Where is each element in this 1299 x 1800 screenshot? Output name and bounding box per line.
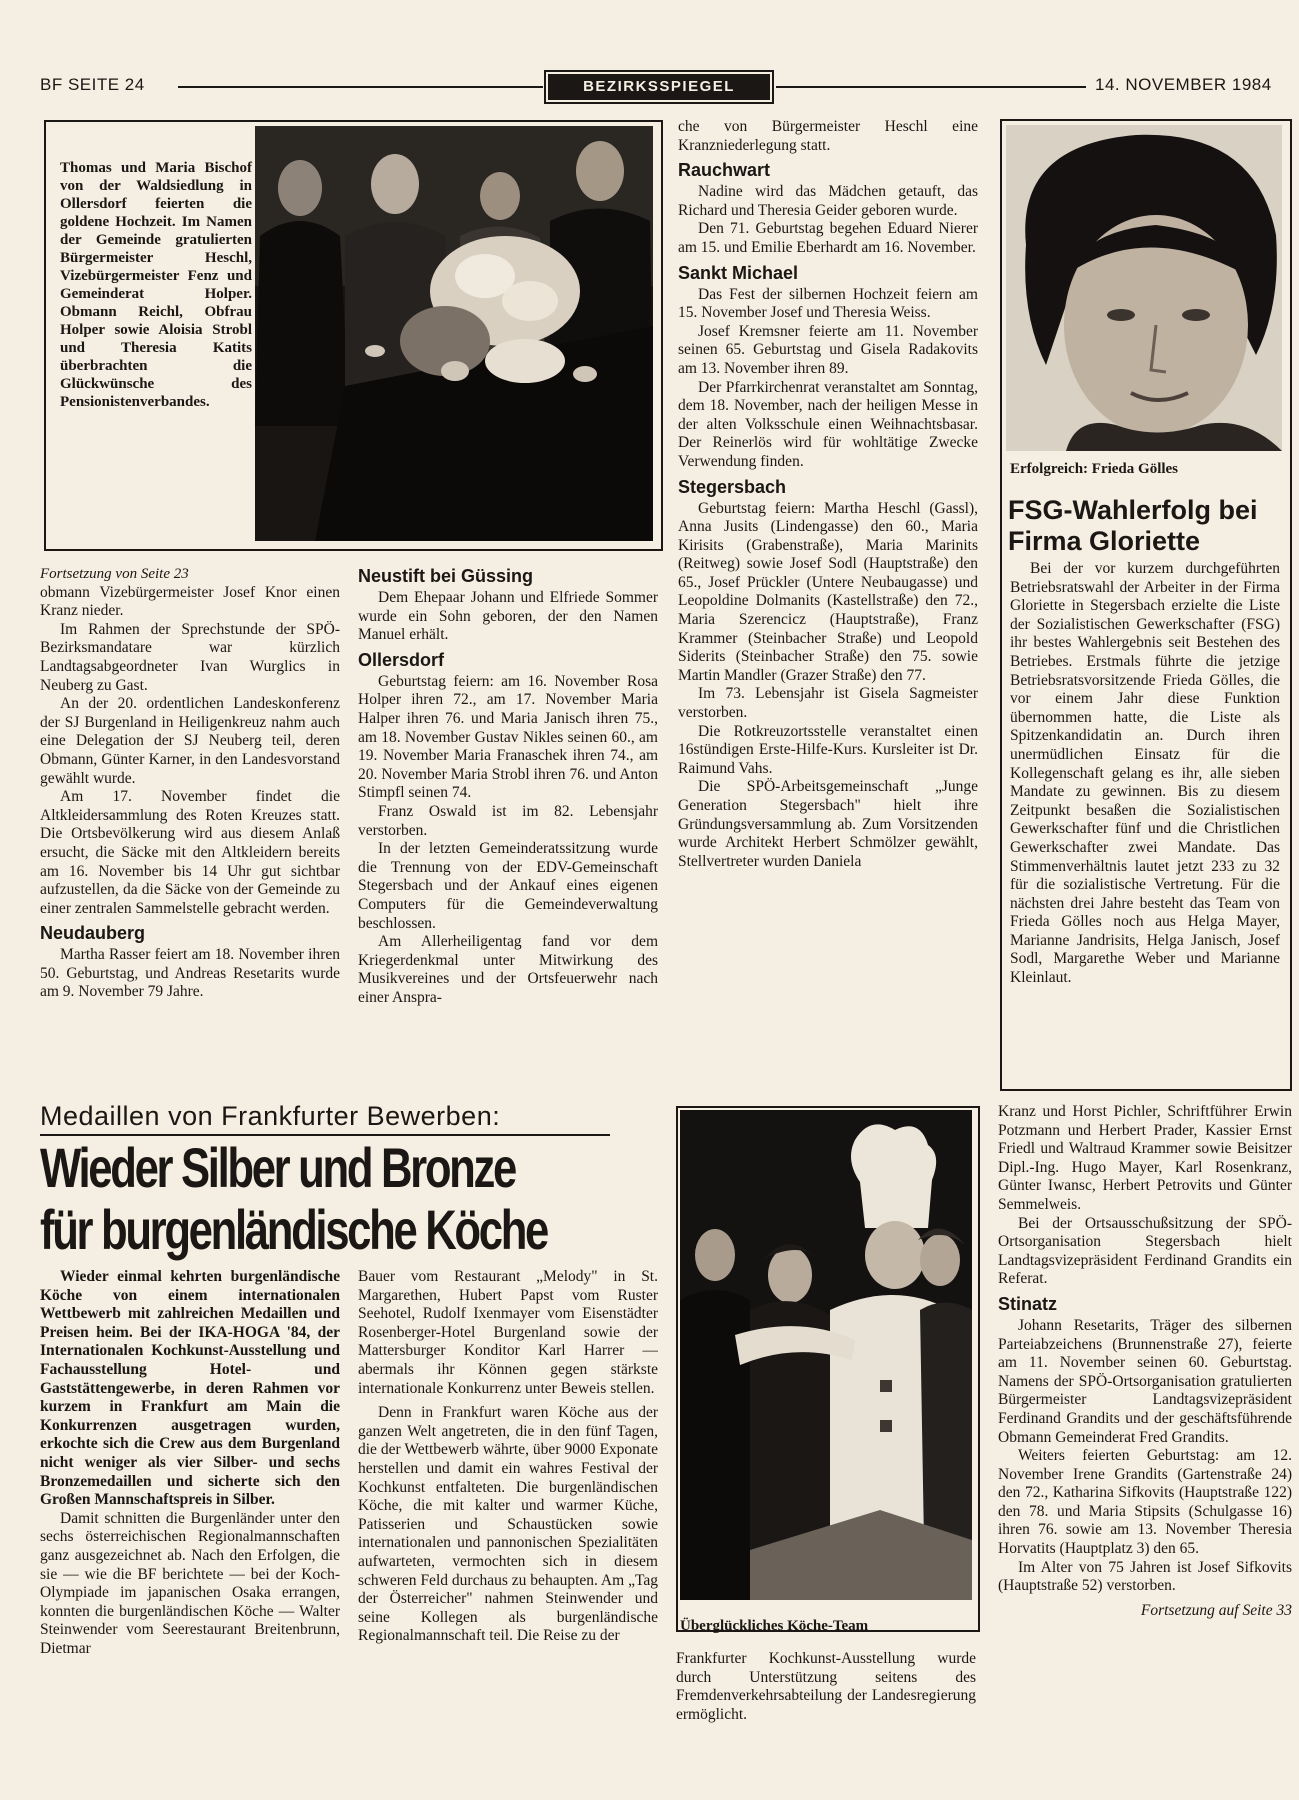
paragraph: Im 73. Lebensjahr ist Gisela Sagmeister verstorben. (678, 685, 978, 722)
paragraph: Das Fest der silbernen Hochzeit feiern am 15. November Josef und Theresia Weiss. (678, 285, 978, 322)
paragraph: An der 20. ordentlichen Landeskonferenz der SJ Burgenland in Heiligenkreuz nahm auch eine Delegation der SJ Neuberg teil, deren Obmann, Günter Karner, in den Landesvorstand gewählt wurde. (40, 695, 340, 787)
fsg-headline: FSG-Wahlerfolg bei Firma Gloriette (1008, 495, 1258, 556)
paragraph: Dem Ehepaar Johann und Elfriede Sommer wurde ein Sohn geboren, der den Namen Manuel erhält. (358, 589, 658, 644)
paragraph: Die SPÖ-Arbeitsgemeinschaft „Junge Generation Stegersbach" hielt ihre Gründungsversammlung ab. Zum Vorsitzenden wurde Architekt Herbert Schmölzer gewählt, Stellvertreter wurden Daniela (678, 778, 978, 870)
paragraph: Der Pfarrkirchenrat veranstaltet am Sonntag, dem 18. November, nach der heiligen Messe in der alten Volksschule einen Weihnachtsbasar. Der Reinerlös wird für wohltätige Zwecke Verwendung finden. (678, 378, 978, 470)
paragraph: Frankfurter Kochkunst-Ausstellung wurde durch Unterstützung seitens des Fremdenverkehrsabteilung der Landesregierung ermöglicht. (676, 1650, 976, 1723)
paragraph: Geburtstag feiern: Martha Heschl (Gassl), Anna Jusits (Lindengasse) den 60., Maria Kirisits (Grabenstraße), Maria Marinits (Reitweg) sowie Josef Sodl (Hauptstraße) den 65., Josef Prückler (Untere Neubaugasse) und Leopoldine Dolmanits (Kastellstraße) den 72., Maria Szerencicz (Hauptstraße), Franz Krammer (Steinbacher Straße) und Leopold Siderits (Steinbacher Straße) den 75. sowie Martin Mandler (Grazer Straße) den 77. (678, 499, 978, 684)
subhead-ollersdorf: Ollersdorf (358, 649, 445, 670)
paragraph: Martha Rasser feiert am 18. November ihren 50. Geburtstag, und Andreas Resetarits wurde am 9. November 79 Jahre. (40, 946, 340, 1001)
paragraph: Damit schnitten die Burgenländer unter den sechs österreichischen Regionalmannschaften ganz ausgezeichnet ab. Nach den Erfolgen, die sie — wie die BF berichtete — bei der Koch-Olympiade im japanischen Osaka errangen, konnten die burgenländischen Köche — Walter Steinwender vom Seerestaurant Breitenbrunn, Dietmar (40, 1509, 340, 1657)
column-2 (358, 565, 658, 1007)
header-rule-left (178, 86, 543, 88)
portrait-image (1006, 125, 1282, 451)
paragraph: Bauer vom Restaurant „Melody" in St. Margarethen, Hubert Papst vom Ruster Seehotel, Rudolf Ixenmayer vom Eisenstädter Rosenberger-Hotel Burgenland sowie der Mattersburger Konditor Karl Harrer — abermals ihr Können gegen stärkste internationale Konkurrenz unter Beweis stellen. (358, 1268, 658, 1397)
golden-wedding-image (255, 126, 653, 541)
subhead-neustift: Neustift bei Güssing (358, 566, 534, 586)
issue-date: 14. NOVEMBER 1984 (1095, 75, 1272, 94)
column-4-lower (998, 1103, 1292, 1620)
subhead-sankt-michael: Sankt Michael (678, 262, 799, 283)
article-title-line1: Wieder Silber und Bronze (40, 1136, 515, 1199)
paragraph: Die Rotkreuzortsstelle veranstaltet einen 16stündigen Erste-Hilfe-Kurs. Kursleiter ist Dr. Raimund Vahs. (678, 722, 978, 777)
continuation-link: Fortsetzung auf Seite 33 (1140, 1601, 1292, 1619)
paragraph: Bei der Ortsausschußsitzung der SPÖ-Ortsorganisation Stegersbach hielt Landtagsvizepräsident Ferdinand Grandits ein Referat. (998, 1214, 1292, 1288)
page-number: BF SEITE 24 (40, 75, 145, 94)
cooks-photo-caption: Überglückliches Köche-Team (680, 1618, 869, 1634)
cooks-column-1 (40, 1268, 340, 1658)
paragraph: Josef Kremsner feierte am 11. November seinen 65. Geburtstag und Gisela Radakovits am 13. November ihren 89. (678, 322, 978, 377)
subhead-neudauberg: Neudauberg (40, 923, 146, 944)
paragraph: Franz Oswald ist im 82. Lebensjahr verstorben. (358, 802, 658, 839)
column-1 (40, 565, 340, 1002)
paragraph: Am Allerheiligentag fand vor dem Kriegerdenkmal unter Mitwirkung des Musikvereines und der Ortsfeuerwehr nach einer Anspra- (358, 933, 658, 1006)
lead-paragraph: Wieder einmal kehrten burgenländische Köche von einem internationalen Wettbewerb mit zahlreichen Medaillen und Preisen heim. Bei der IKA-HOGA '84, der Internationalen Kochkunst-Ausstellung und Fachausstellung Hotel- und Gaststättengewerbe, in deren Rahmen vor kurzem in Frankfurt am Main die Konkurrenzen ausgetragen wurden, erkochte sich die Crew aus dem Burgenland nicht weniger als vier Silber- und sechs Bronzemedaillen und sicherte sich den Großen Mannschaftspreis in Silber. (40, 1268, 340, 1509)
paragraph: Denn in Frankfurt waren Köche aus der ganzen Welt angetreten, die in den fünf Tagen, die der Wettbewerb währte, über 9000 Exponate herstellen und damit ein wahres Festival der Kochkunst entfalteten. Die burgenländischen Köche, die mit kalter und warmer Küche, Patisserien und Schaustücken sowie internationalen und pannonischen Spezialitäten aufwarteten, vermochten sich in diesem schweren Feld durchaus zu behaupten. Am „Tag der Österreicher" nahmen Steinwender und seine Kollegen als burgenländische Regionalmannschaft teil. Die Reise zu der (358, 1404, 658, 1645)
column-3 (678, 118, 978, 871)
paragraph: In der letzten Gemeinderatssitzung wurde die Trennung von der EDV-Gemeinschaft Stegersbach und der Ankauf eines eigenen Computers für die Gemeindeverwaltung beschlossen. (358, 840, 658, 932)
paragraph: Kranz und Horst Pichler, Schriftführer Erwin Potzmann und Herbert Prader, Kassier Ernst Friedl und Waltraud Krammer sowie Beisitzer Dipl.-Ing. Hugo Mayer, Karl Rosenkranz, Günter Iwansc, Herbert Petrovits und Günter Semmelweis. (998, 1103, 1292, 1213)
cooks-team-photo (680, 1110, 972, 1600)
section-badge: BEZIRKSSPIEGEL (548, 74, 770, 100)
golden-wedding-photo (255, 126, 653, 541)
subhead-rauchwart: Rauchwart (678, 160, 771, 181)
paragraph: che von Bürgermeister Heschl eine Kranzniederlegung statt. (678, 118, 978, 154)
paragraph: obmann Vizebürgermeister Josef Knor einen Kranz nieder. (40, 583, 340, 620)
paragraph: Am 17. November findet die Altkleidersammlung des Roten Kreuzes statt. Die Ortsbevölkerung wird aus diesem Anlaß ersucht, die Säcke mit den Altkleidern bereits am 16. November bis 14 Uhr gut sichtbar aufzustellen, da die Säcke von der Gemeinde zu einer zentralen Sammelstelle gebracht werden. (40, 788, 340, 917)
paragraph: Den 71. Geburtstag begehen Eduard Nierer am 15. und Emilie Eberhardt am 16. November. (678, 220, 978, 256)
article-kicker: Medaillen von Frankfurter Bewerben: (40, 1101, 501, 1131)
paragraph: Im Rahmen der Sprechstunde der SPÖ-Bezirksmandatare war kürzlich Landtagsabgeordneter Ivan Wurglics in Neuberg zu Gast. (40, 620, 340, 694)
frieda-goelles-photo (1006, 125, 1282, 451)
cooks-image (680, 1110, 972, 1600)
paragraph: Geburtstag feiern: am 16. November Rosa Holper ihren 72., am 17. November Maria Halper ihren 76. und Maria Janisch ihren 75., am 18. November Gustav Nikles seinen 60., am 19. November Maria Franaschek ihren 74., am 20. November Maria Strobl ihren 76. und Anton Stimpfl seinen 74. (358, 672, 658, 802)
subhead-stinatz: Stinatz (998, 1293, 1058, 1314)
fsg-body: Bei der vor kurzem durchgeführten Betriebsratswahl der Arbeiter in der Firma Gloriette in Stegersbach erzielte die Liste der Sozialistischen Gewerkschafter (FSG) ihr bestes Wahlergebnis seit Bestehen des Betriebes. Erstmals führte die jetzige Betriebsratsvorsitzende Frieda Gölles, die vor einem Jahr diese Funktion übernommen hatte, die Liste als Spitzenkandidatin an. Durch ihren unermüdlichen Einsatz für die Kollegenschaft gelang es ihr, alle sieben Mandate zu gewinnen. Bis zu diesem Zeitpunkt besaßen die Sozialistischen Gewerkschafter fünf und die Christlichen Gewerkschafter zwei Mandate. Das Stimmenverhältnis lautet jetzt 233 zu 32 für die sozialistische Vertretung. Für die nächsten drei Jahre besteht das Team von Frieda Gölles noch aus Helga Mayer, Marianne Jandrisits, Helga Janisch, Josef Sodl, Margarethe Weber und Marianne Kleinlaut. (1010, 560, 1280, 987)
cooks-column-2 (358, 1268, 658, 1646)
paragraph: Johann Resetarits, Träger des silbernen Parteiabzeichens (Brunnenstraße 27), feierte am 11. November seinen 60. Geburtstag. Namens der SPÖ-Ortsorganisation gratulierten Bürgermeister Landtagsvizepräsident Ferdinand Grandits und der geschäftsführende Obmann Gemeinderat Fred Grandits. (998, 1316, 1292, 1446)
article-title-line2: für burgenländische Köche (40, 1198, 547, 1261)
photo-caption-golden-wedding: Thomas und Maria Bischof von der Waldsiedlung in Ollersdorf feierten die goldene Hochzeit. Im Namen der Gemeinde gratulierten Bürgermeister Heschl, Vizebürgermeister Fenz und Gemeinderat Holper. Obmann Reichl, Obfrau Holper sowie Aloisia Strobl und Theresia Katits überbrachten die Glückwünsche des Pensionistenverbandes. (60, 160, 252, 410)
continuation-note: Fortsetzung von Seite 23 (40, 566, 189, 582)
paragraph: Weiters feierten Geburtstag: am 12. November Irene Grandits (Gartenstraße 24) den 72., Katharina Sifkovits (Hauptstraße 122) den 78. und Maria Stipsits (Schulgasse 16) ihren 76. sowie am 13. November Theresia Horvatits (Hauptplatz 3) den 65. (998, 1447, 1292, 1558)
subhead-stegersbach: Stegersbach (678, 476, 787, 497)
paragraph: Im Alter von 75 Jahren ist Josef Sifkovits (Hauptstraße 52) verstorben. (998, 1558, 1292, 1595)
header-rule-right (776, 86, 1086, 88)
paragraph: Nadine wird das Mädchen getauft, das Richard und Theresia Geider geboren wurde. (678, 183, 978, 219)
photo-caption-frieda: Erfolgreich: Frieda Gölles (1010, 461, 1179, 477)
